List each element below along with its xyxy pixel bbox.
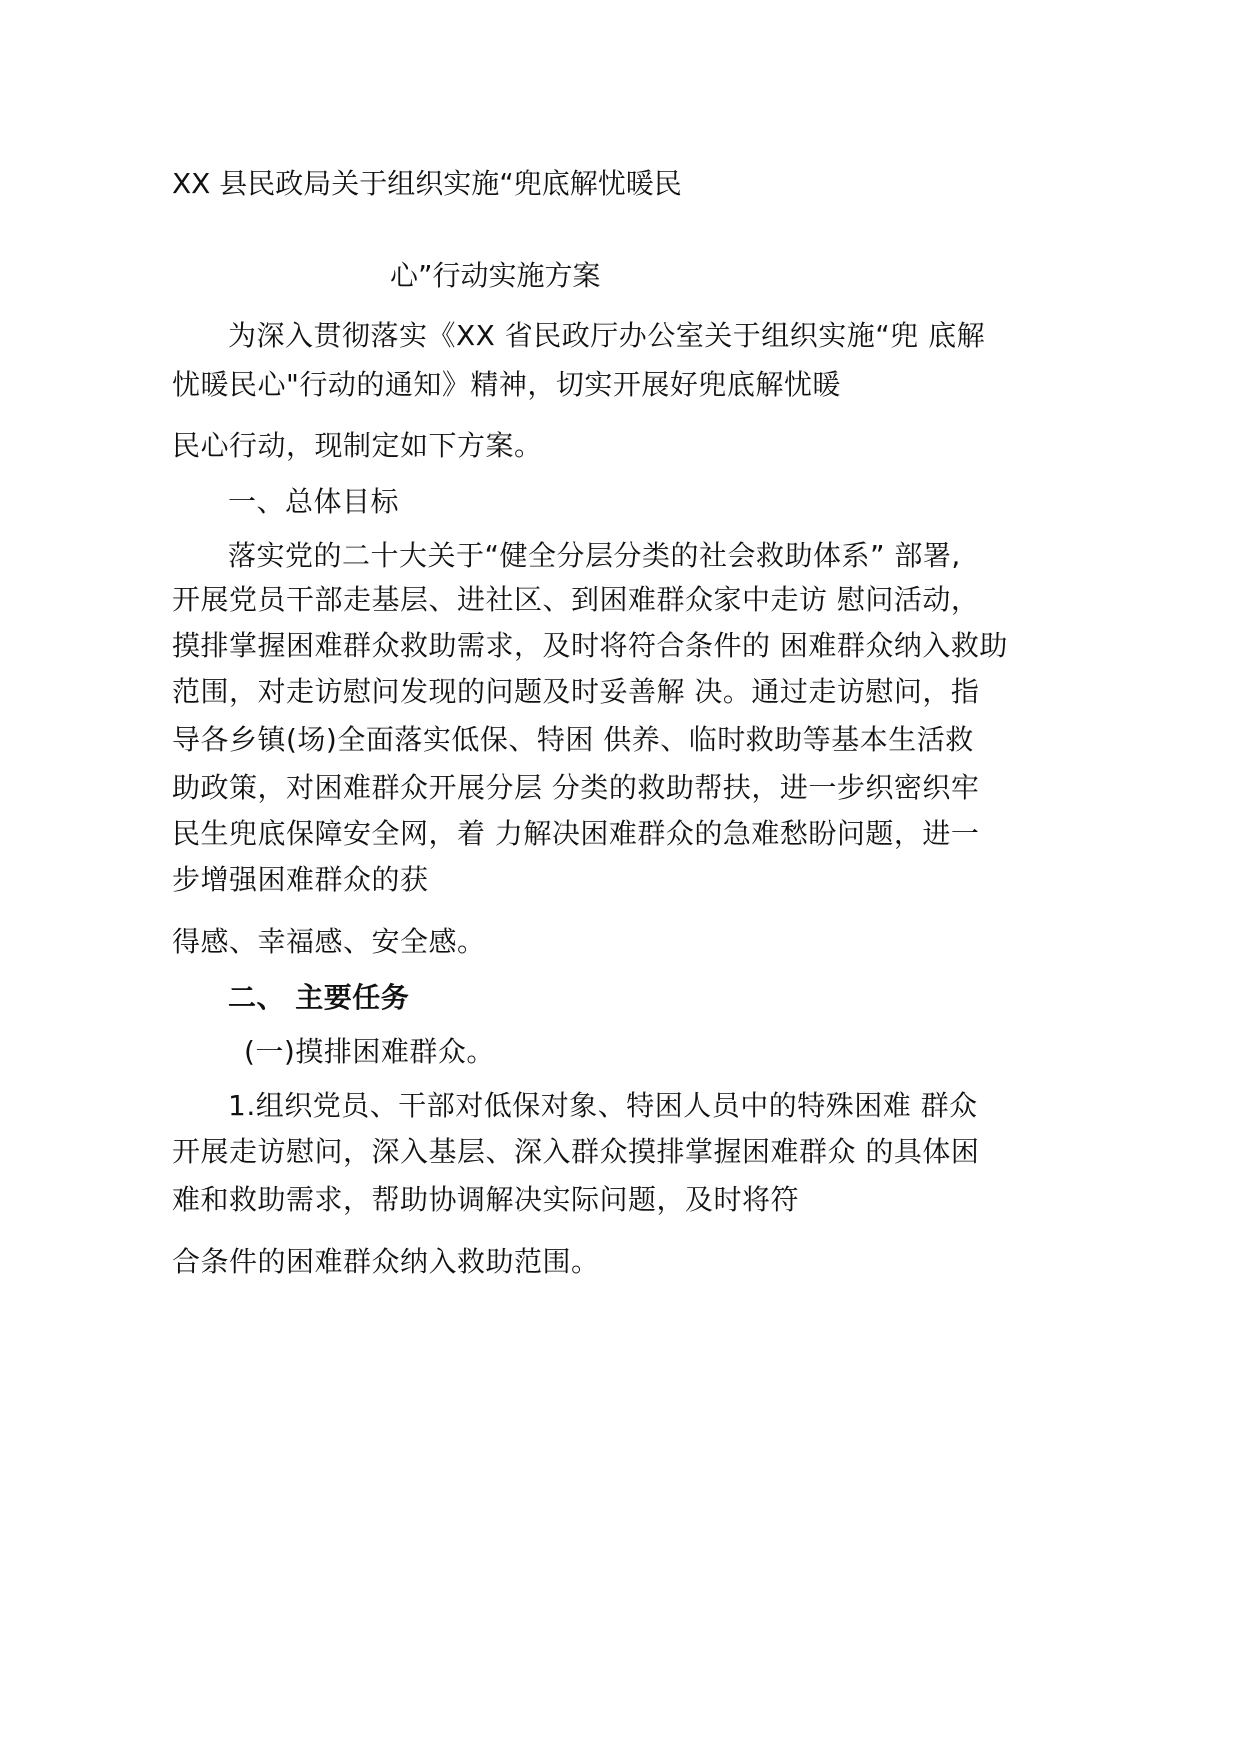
section-1-line-9: 得感、幸福感、安全感。 <box>172 925 486 958</box>
item-1-line-1: 1.组织党员、干部对低保对象、特困人员中的特殊困难 群众 <box>228 1089 978 1122</box>
intro-line-1: 为深入贯彻落实《XX 省民政厅办公室关于组织实施“兜 底解 <box>228 319 986 352</box>
subsection-1-heading: (一)摸排困难群众。 <box>244 1035 495 1068</box>
section-1-line-6: 助政策，对困难群众开展分层 分类的救助帮扶，进一步织密织牢 <box>172 771 980 804</box>
document-title-line-1: XX 县民政局关于组织实施“兜底解忧暖民 <box>172 167 682 200</box>
section-1-line-2: 开展党员干部走基层、进社区、到困难群众家中走访 慰问活动， <box>172 583 980 616</box>
item-1-line-2: 开展走访慰问，深入基层、深入群众摸排掌握困难群众 的具体困 <box>172 1135 980 1168</box>
section-1-line-1: 落实党的二十大关于“健全分层分类的社会救助体系” 部署, <box>228 539 961 572</box>
section-1-line-4: 范围，对走访慰问发现的问题及时妥善解 决。通过走访慰问，指 <box>172 675 980 708</box>
section-1-line-7: 民生兜底保障安全网，着 力解决困难群众的急难愁盼问题，进一 <box>172 817 980 850</box>
section-1-heading: 一、总体目标 <box>228 485 400 518</box>
section-1-line-8: 步增强困难群众的获 <box>172 863 429 896</box>
item-1-line-4: 合条件的困难群众纳入救助范围。 <box>172 1245 600 1278</box>
document-title-line-2: 心”行动实施方案 <box>390 259 601 292</box>
section-1-line-3: 摸排掌握困难群众救助需求，及时将符合条件的 困难群众纳入救助 <box>172 629 1008 662</box>
intro-line-2: 忧暖民心"行动的通知》精神，切实开展好兜底解忧暖 <box>172 368 841 401</box>
intro-line-3: 民心行动，现制定如下方案。 <box>172 429 543 462</box>
section-2-heading: 二、 主要任务 <box>228 981 410 1014</box>
item-1-line-3: 难和救助需求，帮助协调解决实际问题，及时将符 <box>172 1183 800 1216</box>
section-1-line-5: 导各乡镇(场)全面落实低保、特困 供养、临时救助等基本生活救 <box>172 723 974 756</box>
